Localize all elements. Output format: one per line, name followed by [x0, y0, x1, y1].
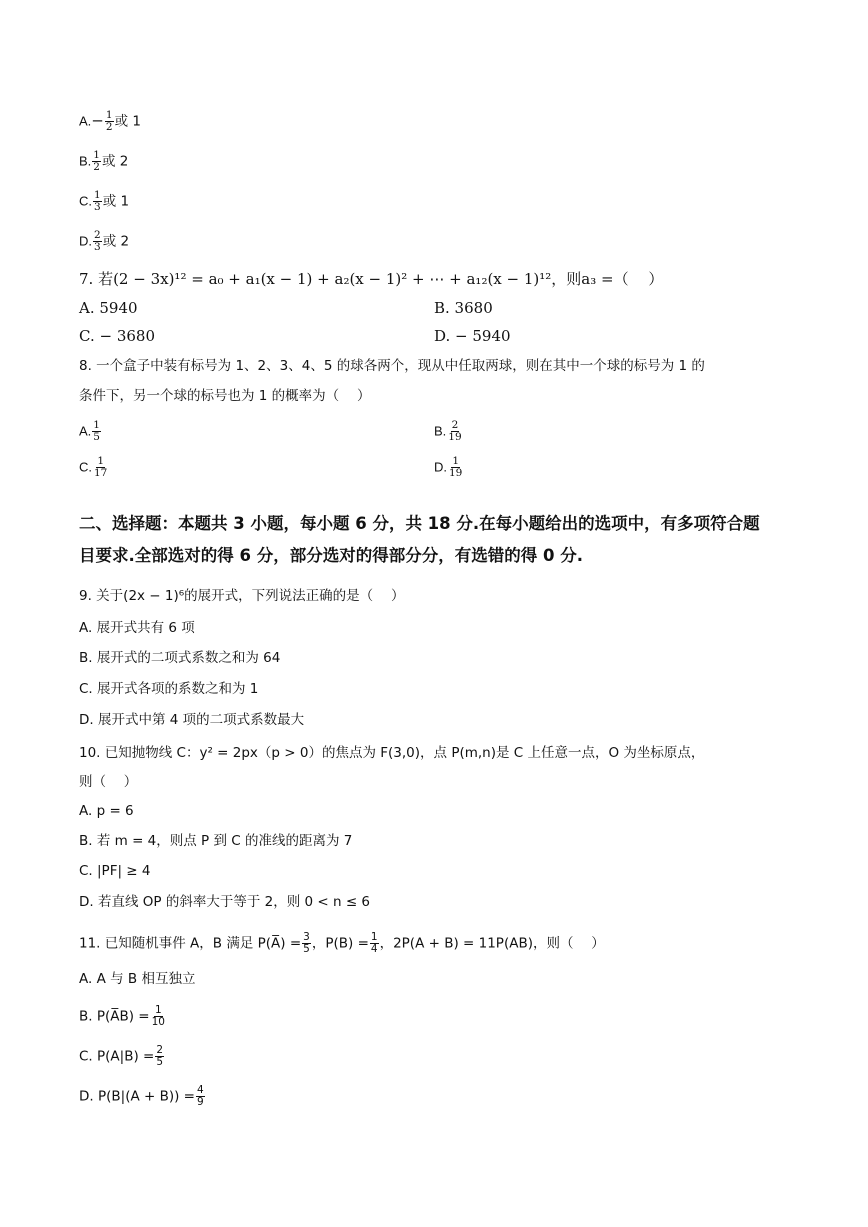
q9-option-d: D. 展开式中第 4 项的二项式系数最大	[79, 712, 305, 728]
fraction: $\frac{1}{3}$	[94, 189, 101, 213]
q10-stem-line2: 则（ ）	[79, 774, 138, 790]
q7-stem: 7. 若(2 − 3x)¹² = a₀ + a₁(x − 1) + a₂(x − 1)² + ⋯ + a₁₂(x − 1)¹²，则a₃ =（ ）	[79, 270, 664, 288]
q7-option-d: D. − 5940	[434, 327, 511, 345]
q11-option-a: A. A 与 B 相互独立	[79, 971, 196, 987]
q11-stem: 11. 已知随机事件 A，B 满足 P(A̅) = $\frac{3}{5}$ ，P(B) = $\frac{1}{4}$ ，2P(A + B) = 11P(AB)，则（ ）	[79, 931, 605, 955]
q6-option-a: A.− $\frac{1}{2}$ 或 1	[79, 109, 141, 133]
fraction: $\frac{2}{3}$	[94, 229, 101, 253]
fraction: $\frac{2}{5}$	[156, 1044, 164, 1068]
fraction: $\frac{2}{19}$	[448, 419, 462, 443]
q10-option-a: A. p = 6	[79, 803, 134, 819]
fraction: $\frac{1}{5}$	[93, 419, 100, 443]
fraction: $\frac{3}{5}$	[303, 931, 310, 955]
q8-stem-line1: 8. 一个盒子中装有标号为 1、2、3、4、5 的球各两个，现从中任取两球，则在其中一个球的标号为 1 的	[79, 358, 705, 374]
q8-option-c: C. $\frac{1}{17}$	[79, 455, 108, 479]
q7-option-b: B. 3680	[434, 299, 493, 317]
q9-option-a: A. 展开式共有 6 项	[79, 620, 195, 636]
q10-stem-line1: 10. 已知抛物线 C：y² = 2px（p > 0）的焦点为 F(3,0)，点 P(m,n)是 C 上任意一点，O 为坐标原点，	[79, 745, 705, 761]
fraction: $\frac{1}{2}$	[105, 109, 113, 133]
q8-option-d: D. $\frac{1}{19}$	[434, 455, 463, 479]
fraction: $\frac{1}{19}$	[449, 455, 463, 479]
q8-option-b: B. $\frac{2}{19}$	[434, 419, 462, 443]
q6-option-d: D. $\frac{2}{3}$ 或 2	[79, 229, 130, 253]
q10-option-c: C. |PF| ≥ 4	[79, 863, 151, 879]
section-heading-line1: 二、选择题：本题共 3 小题，每小题 6 分，共 18 分.在每小题给出的选项中，有多项符合题	[79, 514, 760, 533]
q11-option-c: C. P(A|B) = $\frac{2}{5}$	[79, 1044, 164, 1068]
section-heading-line2: 目要求.全部选对的得 6 分，部分选对的得部分分，有选错的得 0 分.	[79, 546, 583, 565]
q8-stem-line2: 条件下，另一个球的标号也为 1 的概率为（ ）	[79, 388, 371, 404]
q9-option-c: C. 展开式各项的系数之和为 1	[79, 681, 259, 697]
q6-option-c: C. $\frac{1}{3}$ 或 1	[79, 189, 130, 213]
q8-option-a: A. $\frac{1}{5}$	[79, 419, 100, 443]
fraction: $\frac{4}{9}$	[197, 1084, 204, 1108]
q10-option-d: D. 若直线 OP 的斜率大于等于 2，则 0 < n ≤ 6	[79, 894, 371, 910]
q9-option-b: B. 展开式的二项式系数之和为 64	[79, 650, 281, 666]
q6-option-b: B. $\frac{1}{2}$ 或 2	[79, 149, 129, 173]
q7-option-a: A. 5940	[79, 299, 138, 317]
q7-option-c: C. − 3680	[79, 327, 155, 345]
fraction: $\frac{1}{4}$	[370, 931, 378, 955]
fraction: $\frac{1}{10}$	[151, 1004, 165, 1028]
q11-option-d: D. P(B|(A + B)) = $\frac{4}{9}$	[79, 1084, 204, 1108]
q11-option-b: B. P(A̅B) = $\frac{1}{10}$	[79, 1004, 165, 1028]
q9-stem: 9. 关于(2x − 1)⁶的展开式，下列说法正确的是（ ）	[79, 588, 405, 604]
fraction: $\frac{1}{17}$	[94, 455, 108, 479]
fraction: $\frac{1}{2}$	[93, 149, 100, 173]
q10-option-b: B. 若 m = 4，则点 P 到 C 的准线的距离为 7	[79, 833, 353, 849]
